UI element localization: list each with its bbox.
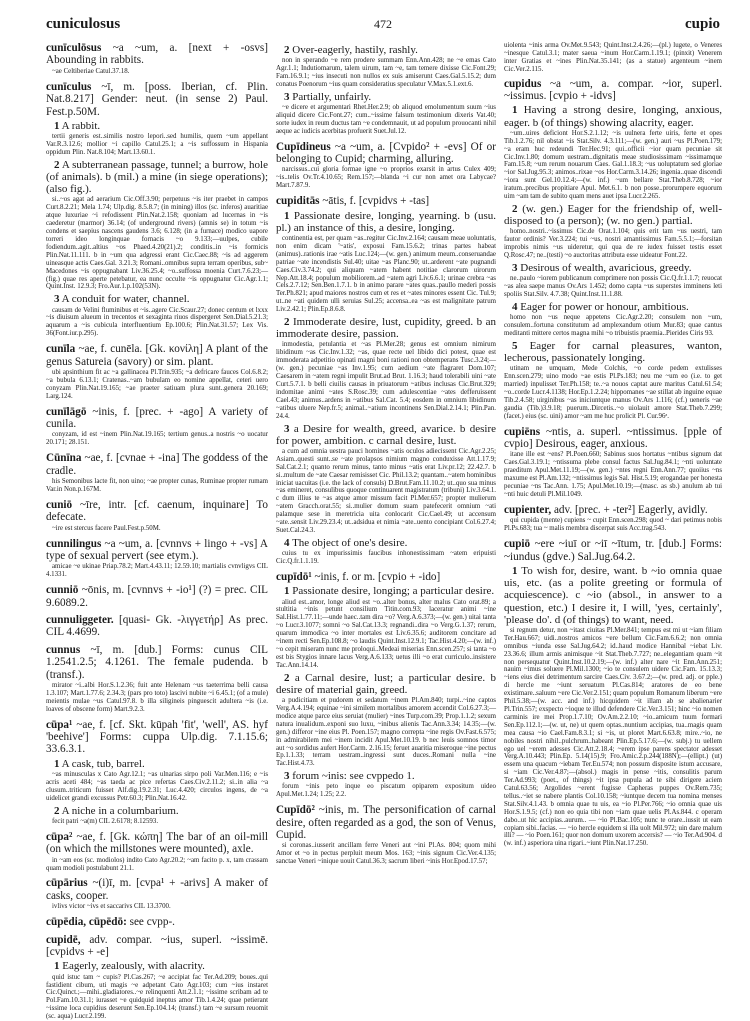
dictionary-entry: [46, 934, 268, 1021]
sense: [504, 203, 722, 227]
citations: cuius tu ex impurissimis faucibus inhonestissimam ~atem eripuisti Cic.Q.fr.1.1.19.: [276, 550, 496, 566]
entry-head-text: ~(i)ī, m. [cvpa¹ + -arivs] A maker of casks, cooper.: [46, 877, 268, 902]
sense-number: 2: [512, 203, 518, 215]
sense-definition: To wish for, desire, want. b ~io omnia quae uis, etc. (as a polite greeting or formula of acquiescence). c ~io (absol., in answer to a question, etc.) I desire it, I will, 'yes, certainly', 'please do'. d (of things) to want, need.: [504, 564, 722, 626]
guide-word-right: cupio: [684, 16, 720, 32]
headword: cupienter,: [504, 503, 552, 516]
dictionary-entry: [46, 644, 268, 714]
sense-number: 3: [284, 770, 290, 783]
dictionary-columns: [46, 42, 723, 1021]
dictionary-entry: [276, 195, 496, 566]
guide-word-left: cuniculosus: [46, 16, 121, 32]
sense-definition: a Desire for wealth, greed, avarice. b desire for power, ambition. c carnal desire, lust.: [276, 422, 496, 447]
dictionary-entry: [504, 426, 722, 499]
entry-continuation: [276, 44, 496, 136]
sense-number: 2: [284, 44, 290, 56]
entry-head-text: ~a ~um, a. compar. ~ior, superl. ~issimus. [cvpio + -idvs]: [504, 77, 722, 103]
sense-number: 1: [284, 585, 290, 598]
citations: quid istuc tam ~ cupis? Pl.Cas.267; ~e accipiat fac Ter.Ad.209; boues..qui fastidient cibum, uti magis ~e adpetant Cato Agr.103; cum ~ius instaret Cic.Quinct.;—mihi..gladiatores..~e relinquenti Att.2.1.1; ~issime scribam ad te Pol.Fam.10.31.1; iurasset ~e quidquid ineptus amor Tib.1.4.24; quae petierant ~issime loca cupidius deserunt Sen.Ep.104.14; (transf.) tam ~e sursum reuomit (sc. aqua) Lucr.2.199.: [46, 973, 268, 1021]
sense-definition: Over-eagerly, hastily, rashly.: [292, 44, 418, 56]
citations: in ~am eos (sc. modiolos) indito Cato Agr.20.2; ~am facito p. x, tam crassam quam modioli postulabunt 21.1.: [46, 856, 268, 872]
sense-definition: A cask, tub, barrel.: [61, 757, 145, 770]
sense-number: 2: [284, 671, 290, 684]
citations: ~ire est stercus facere Paul.Fest.p.50M.: [52, 524, 161, 532]
citations: homo..nostri..~issimus Cic.de Orat.1.104; quis erit tam ~us uestri, tam fautor ordinis? Ver.3.224; tui ~us, nostri amantissimus Fam.5.5.1;—forsitan improbis nimis ~us uideretur, qui qua de re iudex fuisset testis esset Q.Rosc.47; ne..(testi) ~o auctoritas attributa esse uideatur Font.22.: [504, 228, 722, 260]
citations: a cum ad omnia uestra pauci homines ~atis oculos adiecissent Cic.Agr.2.25; Asiam..questi sunt..se ~ate prolapsos nimium magno conduxisse Att.1.17.9; Sal.Cat.2.1; quanto rerum minus, tanto minus ~atis erat Liv.pr.12; 22.42.7. b si..multum de ~ate Caesar remisisset Cic. Phil.13.2; quantam..~atem hominibus iniciat uacuitas (i.e. the lack of consuls) D.Brut.Fam.11.10.2; ut..quo sua minus ~as emineret, consulibus quoque continuarent magistratum (tribuni) Liv.3.64.1. c dum illius te ~as atque amor missum facit Pl.Mer.657; propter mulierum ~atem Gracch.orat.55; si..mulier domum suam patefecerit omnium ~ati palamque sese in meretricia uita conlocarit Cic.Cael.49; ut accensum ~ate..sensit Liv.29.23.4; ut..adsidua et nimia ~ate..uento concipiant Col.6.27.4; Suet.Cal.24.3.: [276, 447, 496, 534]
sense: [276, 537, 496, 549]
dictionary-entry: [46, 916, 268, 928]
sense-definition: A niche in a columbarium.: [61, 804, 179, 817]
sense-number: 1: [54, 119, 60, 132]
sense-number: 1: [284, 209, 290, 222]
headword: Cupīdō²: [276, 804, 315, 817]
sense-definition: a Carnal desire, lust; a particular desire. b desire of material gain, greed.: [276, 671, 496, 696]
headword: cupidus: [504, 77, 542, 90]
citations: causam de Velini fluminibus et ~is..agere Cic.Scaur.27; donec centum et lxxx ~is diuisum alueum in trecentos et sexaginta riuos dispergeret Sen.Dial.5.21.3; aquarum a ~is cubicula interfluentium Ep.100.6; Plin.Nat.31.57; Lex Vis. 36(Font.iur.p.295).: [46, 306, 268, 338]
citations: forum ~inis peto inque eo piscatum opiparem expositum uideo Apul.Met.1.24; 1.25; 2.2.: [276, 783, 496, 799]
entry-head-text: ~ī, m. [poss. Iberian, cf. Plin. Nat.8.217] Gender: neut. (in sense 2) Paul. Fest.p.50M.: [46, 80, 268, 118]
dictionary-entry: [46, 538, 268, 580]
sense: [276, 44, 496, 56]
headword: cūpēdia, cūpēdō:: [46, 916, 127, 929]
headword: cupīdō¹: [276, 570, 312, 583]
headword: cupiō: [504, 538, 531, 551]
dictionary-entry: [46, 42, 268, 76]
dictionary-entry: [276, 571, 496, 799]
entry-head-text: adv. [prec. + -ter²] Eagerly, avidly.: [551, 503, 708, 516]
sense-definition: Passionate desire, longing, yearning. b (usu. pl.) an instance of this, a desire, longing.: [276, 209, 496, 234]
entry-head-text: ~a ~um, a. [cvnnvs + lingo + -vs] A type of sexual pervert (see etym.).: [46, 537, 268, 562]
citations: ne..paulo ~iorem publicanum comprimere non possis Cic.Q.fr.1.1.7; reuocat ~as alea saepe manus Ov.Ars 1.452; domo capta ~us superstes imminens leti spoliis Stat.Silv. 4.7.38; Quint.Inst.11.1.88.: [504, 275, 722, 299]
sense-definition: Eagerly, zealously, with alacrity.: [62, 960, 205, 973]
sense: [46, 120, 268, 132]
citations: itane ille est ~ens? Pl.Poen.660; Sabinus suos hortatus ~ntibus signum dat Caes.Gal.3.19.1; ~ntissuma plebe consul factus Sal.Jug.84.1; ~nti uoluntate praeditum Apul.Met.11.19;—(w. gen.) ~ntes regni Enn.Ann.77; quoiius ~ns maxume est Pl.Am.132; ~ntissimus legis Sal. Hist.5.19; erogandae per honesta pecuniae ~ns Tac.Ann. 1.75; Apul.Met.10.19;—(masc. as sb.) anulum ab tui ~nti huic detuli Pl.Mil.1049.: [504, 451, 722, 498]
citations-continued: uiolenta ~inis arma Ov.Met.9.543; Quint.Inst.2.4.26;—(pl.) lugete, o Veneres ~inesque Catul.3.1; mater saeua ~inum Hor.Carm.1.19.1; (pinxit) Venerem inter Gratias et ~ines Plin.Nat.35.141; (as a statue) argenteum ~inem Cic.Ver.2.115.: [504, 42, 722, 73]
sense-definition: A subterranean passage, tunnel; a burrow, hole (of animals). b (mil.) a mine (in siege operations); (also fig.).: [46, 158, 268, 196]
citations: ~ae Celtiberiae Catul.37.18.: [52, 67, 130, 75]
sense-definition: (w. gen.) Eager for the friendship of, well-disposed to (a person); (w. no gen.) partial.: [504, 203, 723, 228]
sense-definition: A rabbit.: [61, 119, 101, 132]
entry-head-text: ~inis, m. The personification of carnal desire, often regarded as a god, the son of Venus, Cupid.: [276, 804, 496, 842]
citations: mirator ~i..albi Hor.S.1.2.36; fuit ante Helenam ~us taeterrima belli causa 1.3.107; Mart.1.77.6; 2.34.3; (pars pro toto) lascivi nubite ~i 6.45.1; (of a mule) meientis mulae ~us Catul.97.8. b illa siligineis pinguescit adultera ~is (i.e. loaves of obscene form) Mart.9.2.3.: [46, 682, 268, 713]
sense: [504, 301, 722, 313]
sense: [46, 293, 268, 305]
citations: inmodestia, petulantia et ~as Pl.Mer.28; genus est omnium nimirum libidinum ~as Cic.Inv.1.32; ~as, quae recte uel libido dici potest, quae est immoderata adpetitio opinati magni boni rationi non obtemperans Tusc.3.24;—(w. gen.) pecuniae ~as Inv.1.95; cum aedium ~ate flagraret Dom.107; Caesarem in ~atem regni impulit Brut.ad Brut. 1.16.3; haud tolerabili uini ~ate Curt.5.7.1. b belli ciuilis causas in priuatorum ~atibus inclusas Cic.Brut.329; indomitae animi ~ates S.Rosc.39; cum adulescentiae ~ates defferuissent Cael.43; animus..ardens in ~atibus Sal.Cat. 5.4; eosdem in omnium libidinum ~atibus uluere Nep.fr.5; animal..~atium incontinens Sen.Dial.2.14.1; Plin.Pan. 24.4.: [276, 341, 496, 420]
citations: continentia est, per quam ~as..regitur Cic.Inv.2.164; causam meae uoluntatis, non enim dicam '~atis', exposui Fam.15.6.2; trinas partes habeat (animus)..rationis irae ~atis Luc.124;—(w. gen.) animum meum..conseruandae patriae ~ate incendistis Sul.40; uitae ~as Planc.90; ut..arderent ~ate pugnandi Caes.Civ.3.74.2; qui aliquam ~atem habent notitiae clarorum uirorum Nep.Att.18.4; populum mobiliorem..ad ~atem agri Liv.6.6.1; urinae crebra ~as Cels.2.7.12; Sen.Ben.1.7.1. b in animo parare ~ates quas..paullo mederi possis Ter.Ph.821; apud maiores nostros cum et res et ~ates minores essent Cic. Tul.9; ut..ne ~ati quidem ulli seruias Sul.25; accensa..ea ~as est malignitate patrum Liv.2.42.1; Plin.Ep.8.6.8.: [276, 235, 496, 314]
citations: fecit patri ~a(m) CIL 2.6178; 8.12593.: [52, 817, 159, 825]
entry-head-text: ~ntis, a. superl. ~ntissimus. [pple of cvpio] Desirous, eager, anxious.: [504, 425, 722, 451]
citations: si..~os agat ad aerarium Cic.Off.3.90; perpetuus ~is iter praebet in campos Curt.8.2.21; Mela 1.74; Ulp.dig. 8.5.8.7; (in mining) illos (sc. inferos) auaritiae atque luxuriae ~i refodissent Plin.Nat.2.158; quoniam ad lucernas in ~is caederetur (marmor) 36.14; (of underground rivers) (amnis se) in totum ~is condens et saepius nascens gaudens 3.6; 6.128; (in a furnace) modico uapore torreri ideo longinquae fornacis ~o 9.133;—uulpes, cubile fodiendum..agit..altius ~os Phaed.4.20(21).2; conditis..in ~is formicis Plin.Nat.11.111. b in ~um qua adgressi erant Cic.Caec.88; ~is ad aggerem uineasque actis Caes.Gal. 3.21.3; Romani..omnibus supra terram operibus, sub~ Macedones ~is oppugnabant Liv.36.25.4; ~o..suffossa moenia Curt.7.6.23;—(fig.) quae res aperte petebatur, ea nunc occulte ~is oppugnatur Cic.Agr.1.1; Quint.Inst. 12.9.3; Fro.Aur.1.p.102(53N).: [46, 196, 268, 291]
citations: tertii generis est..similis nostro lepori..sed humilis, quem ~um appellant Var.R.3.12.6; mollior ~i capillo Catul.25.1; a ~is suffossum in Hispania oppidum Plin. Nat.8.104; Mart.13.60.1.: [46, 133, 268, 156]
entry-head-text: ~ōnis, m. [cvnnvs + -io¹] (?) = prec. CIL 9.6089.2.: [46, 584, 268, 609]
entry-head-text: ~ae, f. [Gk. κώπη] The bar of an oil-mill (on which the millstones were mounted), axle.: [46, 830, 268, 856]
headword: cunīla: [46, 343, 76, 356]
dictionary-entry: [46, 81, 268, 338]
citations: aliud est..amor, longe aliud est ~o..alter bonus, alter malus Cato orat.89; a stultitia ~inis petunt consilium Titin.com.93; laceratur animi ~ine Sal.Hist.1.77.11;—unde haec..tam dira ~o? Verg.A.6.373;—(w. gen.) uitai tanta ~o Lucr.3.1077; somni ~o Sal.Cat.13.3; regnandi..dira ~o Verg.G.1.37; rerum, quarum immodica ~o inter mortales est Liv.6.35.6; auditorem concitare ad ~inem recti Sen.Ep.108.8; ~o laudis Quint.Inst.12.9.1; Tac.Hist.4.20;—(w. inf.) ~o cepit miseram nunc me proloqui..Medeai miserias Enn.scen.257; si tanta ~o est bis Stygios innare lacus Verg.A.6.133; uetus illi ~o erat curriculo..insistere Tac.Ann.14.14.: [276, 598, 496, 669]
sense-number: 2: [54, 158, 60, 171]
entry-head-text: ~ae, f. [cf. Skt. kūpah 'fit', 'well', AS. hyf 'beehive'] Forms: cuppa Ulp.dig. 7.1.15.6; 33.6.3.1.: [46, 718, 268, 756]
column-middle: [276, 42, 496, 952]
citations: conyzam, id est ~inem Plin.Nat.19.165; tertium genus..a nostris ~o uocatur 20.171; 28.151.: [46, 431, 268, 447]
citations: utinam ne umquam, Mede Colchis, ~o corde pedem extulisses Enn.scen.279; uino modo ~ae estis Pl.Ps.183; neu me ~um eo (i.e. to get married) inpulisset Ter.Ph.158; te..~a nouos captat aure maritus Catul.61.54; ~o..corde Lucr.4.1138; Hor.Ep.1.2.24; hippomanes ~ae stillat ab inguine equae Tib.2.4.58; uirginibus ~as iniciuntque manus Ov.Ars 1.116; (cf.) ueneris ~ae gaudia (Tib.)3.9.18; puerum..Dircetis..~o uiolauit amore Stat.Theb.7.299; (facet.) eius (sc. uini) amor ~am me huc prolicit Pl. Cur.96ᵃ.: [504, 365, 722, 420]
headword: cupiditās: [276, 195, 320, 208]
entry-head-text: see cvpp-.: [126, 916, 175, 929]
headword: Cūnīna: [46, 452, 82, 465]
sense: [46, 960, 268, 972]
headword: cuniō: [46, 498, 73, 511]
sense-definition: forum ~inis: see cvppedo 1.: [292, 770, 415, 783]
column-left: [46, 42, 268, 1021]
entry-head-text: ~ere ~iuī or ~iī ~ītum, tr. [dub.] Forms: ~iundus (gdve.) Sal.Jug.64.2.: [504, 538, 722, 563]
sense: [276, 423, 496, 447]
sense-number: 2: [284, 316, 290, 329]
sense-number: 1: [512, 104, 518, 117]
sense: [504, 104, 722, 128]
sense: [504, 340, 722, 364]
headword: cūpa²: [46, 830, 73, 843]
sense-number: 4: [512, 300, 518, 313]
sense: [46, 805, 268, 817]
citations: si regnum detur, non ~itast ciuitas Pl.Mer.841; tempus est mi ut ~iam filiam Ter.Hau.667; uidi..nostros amicos ~ere bellum Cic.Fam.6.6.2; non omnia omnibus ~iunda esse Sal.Jug.64.2; id..haud modice Hannibal ~iebat Liv. 23.36.6; illum armis animisque ~it Stat.Theb.7.727; ne..elegantiam quam ~it non persequatur Quint.Inst.10.2.19;—(w. inf.) alter nare ~it Enn.Ann.251; nauim ~imus soluere Pl.Mil.1300; ~io te consulem uidere Cic.Fam. 15.13.3; ~iens eius diei detrimentum sarcire Caes.Civ. 3.67.2;—(w. pred. adj. or pple.) di hercle me ~iunt seruatum Pl.Cas.814; aratores de eo bene existimare..saluum ~ere Cic.Ver.2.151; quam populum Romanum liberum ~ere Phil.5.38;—(w. acc. and inf.) hicquidem ~it illam ab se abalienarier Pl.Trin.557; exspecto ~ioque te illud defendere Cic.Ver.3.151; hinc ~io nomen carminis ire mei Prop.1.7.10; Ov.Am.2.2.10; ~io..amicum tuum formari Sen.Ep.112.1;—(w. ut, ne) ut quem optas..nuntium accipias, tua..magis quam mea causa ~io Cael.Fam.8.3.1; si ~is, ut ploret Mart.6.63.8; mire..~io, ne nobiles nostri nihil..pulchrum..habeant Plin.Ep.5.17.6;—(w. subj.) tu uellem ego uel ~erem adesses Cic.Att.2.18.4; ~erem ipse parens spectator adesset Verg.A.10.443; Plin.Ep. 5.14(15).9; Fro.Amic.2.p.244(188N);—(ellipt.) (ut) essem una quacum ~iebam Ter.Eu.574; non possum disposite istum accusare, si ~iam Cic.Ver.4.87;—(absol.) magis in pense ~itis, consulitis parum Ter.Ad.993; (poet., of things) ~it ipsa pupula ad te sibi dirigere aciem Catul.63.56; Argolides ~erent fugisse Capheras puppes Ov.Rem.735; tellus..~iet se nabere plantis Col.10.158; ~iuntque decem tua nomina menses Stat.Silv.4.1.43. b omnia quae tu uis, ea ~io Pl.Per.766; ~io omnia quae uis Hor.S.1.9.5; (cf.) non eo quia tibi non ~iam quae uelis Pl.As.844. c operam dabo..ut hic accipias..aurum.. — ~io Pl.Bac.105; nunc te orare..iussit ut eam copiam sibi..facias. — ~io hercle equidem si illa uolt Mil.972; uin dare malum illi? — ~io Poen.161; quor non domum uxorem accersis? — ~io Ter.Ad.904. d (w. inf.) asperiora uina rigari..~iunt Plin.Nat.17.250.: [504, 626, 722, 848]
dictionary-entry: [46, 452, 268, 494]
sense-definition: Eager for power or honour, ambitious.: [520, 300, 689, 313]
headword: cupidē,: [46, 933, 81, 946]
sense-number: 5: [512, 339, 518, 352]
citations: qui cupida (mente) cupiens ~ cupit Enn.scen.298; quod ~ dari petimus nobis Pl.Ps.683; tua ~ malis membra discerpat suis Acc.trag.543.: [504, 517, 722, 533]
entry-head-text: ~ae, f. cunēla. [Gk. κονίλη] A plant of the genus Satureia (savory) or sim. plant.: [46, 343, 268, 368]
sense-number: 2: [54, 804, 60, 817]
headword: cunnus: [46, 643, 81, 656]
citations: ~as minusculas x Cato Agr.12.1; ~as ulnarias sirpo poli Var.Men.116; e ~is acris aceti 484; ~as taeda ac pice refertas Caes.Civ.2.11.2; si..in alia ~a clusum..triticum fuisset Alf.dig.19.2.31; Luc.4.420; circulos ingens, de ~a uidelicet grandi excussus Petr.60.3; Plin.Nat.16.42.: [46, 771, 268, 802]
entry-head-text: ~inis, f. [prec. + -ago] A variety of cunila.: [46, 405, 268, 431]
headword: cūpa¹: [46, 718, 73, 731]
citations: homo non ~us neque appetens Cic.Agr.2.20; consulem non ~um, consulem..fortuna constitutum ad amplexandum otium Mur.83; quae cantus meditanti mittere certos magna mihi ~o tribuistis praemia..Pierides Ciris 93.: [504, 314, 722, 337]
sense: [46, 159, 268, 196]
entry-head-text: [quasi- Gk. -λιγγετήρ] As prec. CIL 4.4699.: [46, 614, 268, 639]
sense: [276, 91, 496, 103]
sense-definition: Partially, unfairly.: [292, 90, 372, 103]
sense-number: 4: [284, 536, 290, 549]
sense-number: 1: [54, 960, 60, 973]
sense-definition: Desirous of wealth, avaricious, greedy.: [520, 262, 692, 275]
headword: cunīlāgō: [46, 405, 87, 418]
sense-number: 1: [512, 564, 518, 577]
sense-number: 1: [54, 757, 60, 770]
dictionary-entry: [276, 804, 496, 866]
headword: cūpārius: [46, 877, 88, 890]
sense: [276, 585, 496, 597]
citations: ~um..uires deficiont Hor.S.2.1.12; ~is uulnera ferte uiris, ferte et opes Tib.1.2.76; nil obstat ~is Stat.Silv. 4.3.111;—(w. gen.) auri ~us Pl.Poen.179; ~a eram huc redeundi Ter.Hec.91; qui..officii ~ior quam pecuniae sit Cic.Inv.1.80; domum uestram..dignitatis meae studiosissimam ~issimamque Fam.15.8; ~um rerum nouarum Caes. Gal.1.18.3; ~us uoluptatum sed gloriae ~ior Sal.Jug.95.3; animos..rixae ~os Hor.Carm.3.14.26; ingenia..quae discendi ~iora sunt Gel.10.12.4;—(w. inf.) ~um bellare Stat.Theb.8.728; ~ior iratum..precibus propitiare Apul. Met.6.1. b non posse..prorumpere equorum uim ~am tam de subito quam mens auet ipsa Lucr.2.265.: [504, 129, 722, 201]
headword: cupiēns: [504, 425, 541, 438]
sense: [46, 758, 268, 770]
sense-definition: Immoderate desire, lust, cupidity, greed. b an immoderate desire, passion.: [276, 316, 497, 341]
sense-number: 3: [284, 90, 290, 103]
dictionary-entry: [504, 538, 722, 848]
sense-definition: The object of one's desire.: [292, 536, 408, 549]
sense-number: 3: [54, 293, 60, 306]
entry-head-text: ~a ~um, a. [next + -osvs] Abounding in rabbits.: [46, 42, 268, 67]
citations: ~e dicere et argumentari Rhet.Her.2.9; ob aliquod emolumentum suum ~ius aliquid dicere Cic.Font.27; cum..~issime falsum testimonium dixeris Vat.40; sorte iudex in reum ductus tam ~e condemnauit, ut ad populum prouocanti nihil aeque ac iudicis acerbitas profuerit Suet.Jul.12.: [276, 104, 496, 135]
sense-definition: Passionate desire, longing; a particular desire.: [292, 585, 495, 598]
citations: his Semonibus lacte fit, non uino; ~ae propter cunas, Ruminae propter rumam Var.in Non.p.167M.: [46, 478, 268, 493]
dictionary-entry: [276, 141, 496, 191]
dictionary-entry: [504, 504, 722, 533]
dictionary-entry: [46, 831, 268, 873]
entry-head-text: ~īre, intr. [cf. caenum, inquinare] To defecate.: [46, 498, 268, 524]
dictionary-entry: [46, 499, 268, 533]
sense-definition: Having a strong desire, longing, anxious, eager. b (of things) showing alacrity, eager.: [504, 104, 722, 129]
dictionary-entry: [46, 406, 268, 448]
sense: [276, 210, 496, 234]
citations: non in sperando ~e rem prodere summam Enn.Ann.428; ne ~e emas Cato Agr.1.1; Indutiomarum, talem uirum, tam ~e, tam temere dixisse Cic.Font.29; Fam.16.9.1; ~ius insecuti non nullos ex suis amiserunt Caes.Gal.5.15.2; dum conatus Poenorum ~ius quam consideratius speculatur V.Max.5.1.ext.6.: [276, 57, 496, 88]
citations: ivlivs victor ~ivs et saccarivs CIL 13.3700.: [52, 903, 171, 911]
entry-head-text: adv. compar. ~ius, superl. ~issimē. [cvpidvs + -e]: [46, 933, 268, 958]
entry-head-text: ~ātis, f. [cvpidvs + -tas]: [319, 195, 430, 208]
dictionary-entry: [46, 584, 268, 609]
headword: cunnilingus: [46, 537, 102, 550]
sense-definition: Eager for carnal pleasures, wanton, lecherous, passionately longing.: [504, 339, 723, 365]
sense: [276, 770, 496, 782]
entry-head-text: ~ae, f. [cvnae + -ina] The goddess of the cradle.: [46, 452, 268, 477]
headword: cunnuliggeter.: [46, 614, 114, 627]
citations: a pudicitiam et pudorem et sedatum ~inem Pl.Am.840; turpi..~ine captos Verg.A.4.194; equinae ~ini similem mortalibus amorem accendit Col.6.27.3;—modice atque parce eius seruiat (mulier) ~ines Turp.com.39; Prop.1.1.2; sexum natura inualidum..exponi suo luxu, ~inibus alienis Tac.Ann.3.34; 14.35;—(w. gen.) differor ~ine eius Pl. Poen.157; magno correpta ~ine regis Ov.Fast.6.575; in admirabilem mei ~inem incidit Apul.Met.10.19. b nec leuis somnos timor aut ~o sordidus aufert Hor.Carm. 2.16.15; feruet auaritia miseroque ~ine pectus Ep.1.1.33; terram uestram..ingressi sunt duces..Romani nulla ~ine Tac.Hist.4.73.: [276, 697, 496, 768]
citations: amicae ~e ukinae Priap.78.2; Mart.4.43.11; 12.59.10; martialis cvnvligvs CIL 4.1331.: [46, 563, 268, 579]
dictionary-entry: [46, 614, 268, 639]
dictionary-entry: [46, 343, 268, 400]
citations: ubi apsinthium fit ac ~a gallinacea Pl.Trin.935; ~a defricare fauces Col.6.8.2; ~a bubula 6.13.1; Cratenas..~am bubulam eo nomine appellat, ceteri uero conyzam Plin.Nat.19.165; ~ae praeter satiuam plura sunt..genera 20.169; Larg.124.: [46, 368, 268, 400]
sense-number: 3: [512, 262, 518, 275]
sense: [276, 316, 496, 340]
entry-head-text: ~a ~um, a. [Cvpido² + -evs] Of or belonging to Cupid; charming, alluring.: [276, 140, 496, 166]
sense: [504, 262, 722, 274]
sense: [504, 565, 722, 626]
sense-number: 3: [284, 422, 290, 435]
page-number: 472: [374, 17, 392, 31]
citations: narcissus..cui gloria formae igne ~o proprios exarsit in artus Culex 409; ~is..telis Ov.Tr.4.10.65; Rem.157;—blanda ~i cur non amet ora Labycae? Mart.7.87.9.: [276, 166, 496, 190]
column-right: [504, 42, 722, 952]
headword: Cupīdineus: [276, 140, 331, 153]
running-head: [46, 16, 720, 36]
entry-head-text: ~ī, m. [dub.] Forms: cunus CIL 1.2541.2.5; 4.1261. The female pudenda. b (transf.).: [46, 643, 268, 681]
dictionary-entry: [504, 78, 722, 421]
headword: cunīculōsus: [46, 42, 102, 54]
citations: si coronas..iusserit ancillam ferre Veneri aut ~ini Pl.As. 804; quom mihi Amor et ~o in pectus perpluit meum Mos. 163; ~inis signum Cic.Ver.4.135; sanctae Veneri ~inique uouit Catul.36.3; sacrum liberi ~inis Hor.Epod.17.57;: [276, 842, 496, 866]
dictionary-entry: [46, 719, 268, 826]
sense-definition: A conduit for water, channel.: [61, 293, 190, 306]
dictionary-entry: [46, 877, 268, 911]
sense: [276, 672, 496, 696]
headword: cunniō: [46, 584, 79, 597]
headword: cunīculus: [46, 80, 92, 93]
entry-head-text: ~inis, f. or m. [cvpio + -ido]: [311, 570, 441, 583]
